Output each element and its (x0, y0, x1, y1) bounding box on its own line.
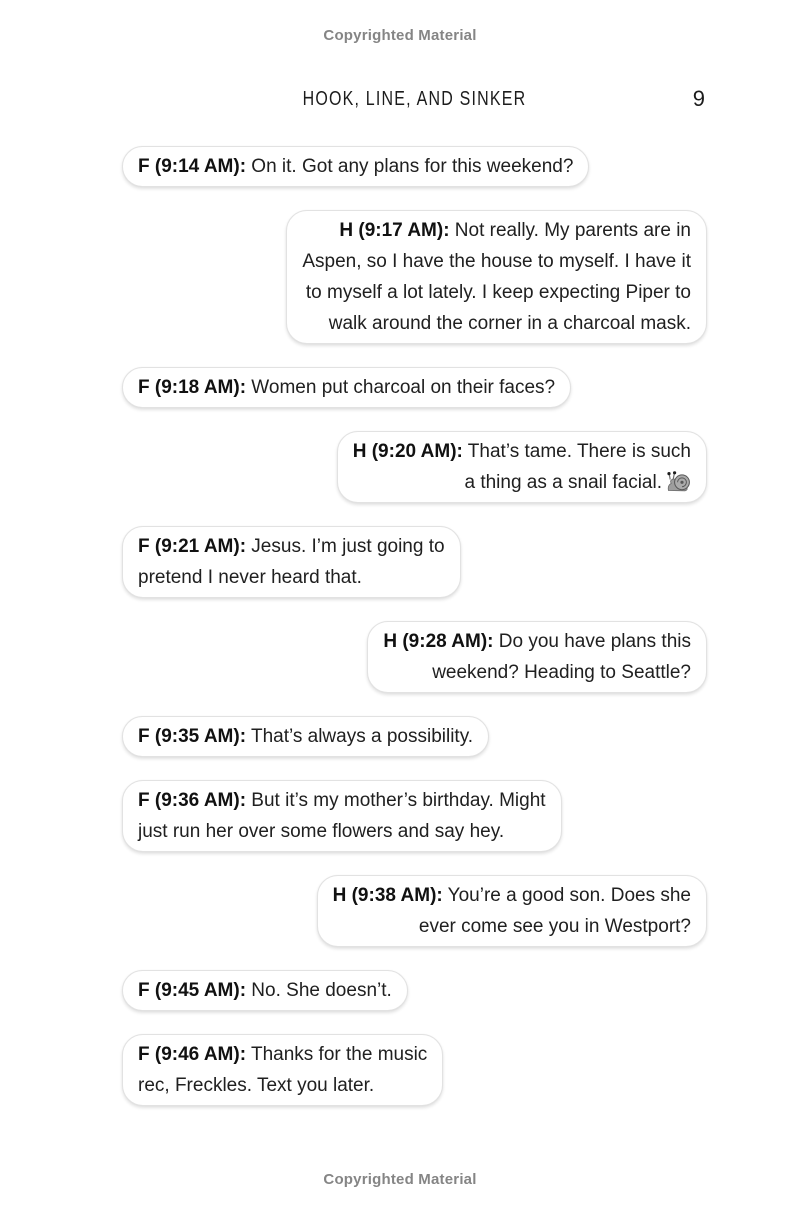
message-bubble (367, 621, 707, 693)
running-head-title: HOOK, LINE, AND SINKER (302, 88, 527, 110)
message-line: walk around the corner in a charcoal mask. (328, 313, 691, 334)
message-line: F (9:14 AM): On it. Got any plans for this weekend? (138, 156, 574, 177)
message-bubble (286, 210, 707, 344)
message-line: a thing as a snail facial. (353, 467, 691, 498)
message-bubble (337, 431, 707, 503)
message-bubble (317, 875, 707, 947)
message-line: weekend? Heading to Seattle? (432, 662, 691, 683)
message-line: H (9:38 AM): You’re a good son. Does she (332, 885, 691, 906)
message-line: F (9:35 AM): That’s always a possibility. (138, 726, 474, 747)
page-number: 9 (692, 86, 705, 111)
sender-timestamp: F (9:21 AM): (138, 536, 247, 557)
sender-timestamp: H (9:38 AM): (332, 885, 443, 906)
sender-timestamp: H (9:20 AM): (352, 441, 463, 462)
sender-timestamp: H (9:28 AM): (383, 631, 494, 652)
sender-timestamp: F (9:14 AM): (138, 156, 247, 177)
sender-timestamp: F (9:36 AM): (138, 790, 247, 811)
message-line: F (9:46 AM): Thanks for the music (138, 1044, 428, 1065)
page-header (122, 88, 707, 116)
message-line: F (9:36 AM): But it’s my mother’s birthday. Might (138, 790, 546, 811)
message-line: F (9:45 AM): No. She doesn’t. (138, 980, 392, 1001)
sender-timestamp: F (9:46 AM): (138, 1044, 247, 1065)
message-line: just run her over some flowers and say hey. (138, 821, 505, 842)
copyright-notice-top: Copyrighted Material (323, 27, 477, 44)
message-thread (122, 146, 707, 1106)
message-line: H (9:28 AM): Do you have plans this (383, 631, 691, 652)
message-bubble (122, 367, 571, 408)
message-bubble (122, 526, 461, 598)
message-bubble (122, 780, 562, 852)
message-line: rec, Freckles. Text you later. (138, 1075, 375, 1096)
message-line: F (9:18 AM): Women put charcoal on their faces? (138, 377, 556, 398)
message-line: H (9:17 AM): Not really. My parents are in (339, 220, 691, 241)
message-line: F (9:21 AM): Jesus. I’m just going to (138, 536, 445, 557)
message-bubble (122, 1034, 443, 1106)
message-line: H (9:20 AM): That’s tame. There is such (352, 441, 691, 462)
sender-timestamp: H (9:17 AM): (339, 220, 450, 241)
sender-timestamp: F (9:18 AM): (138, 377, 247, 398)
copyright-notice-bottom: Copyrighted Material (323, 1171, 477, 1188)
sender-timestamp: F (9:35 AM): (138, 726, 247, 747)
message-line: Aspen, so I have the house to myself. I have it (302, 251, 691, 272)
message-bubble (122, 716, 489, 757)
message-bubble (122, 970, 408, 1011)
message-line: ever come see you in Westport? (418, 916, 691, 937)
message-line: pretend I never heard that. (138, 567, 362, 588)
sender-timestamp: F (9:45 AM): (138, 980, 247, 1001)
message-bubble (122, 146, 589, 187)
snail-emoji-icon (667, 471, 691, 492)
message-line: to myself a lot lately. I keep expecting Piper to (305, 282, 691, 303)
